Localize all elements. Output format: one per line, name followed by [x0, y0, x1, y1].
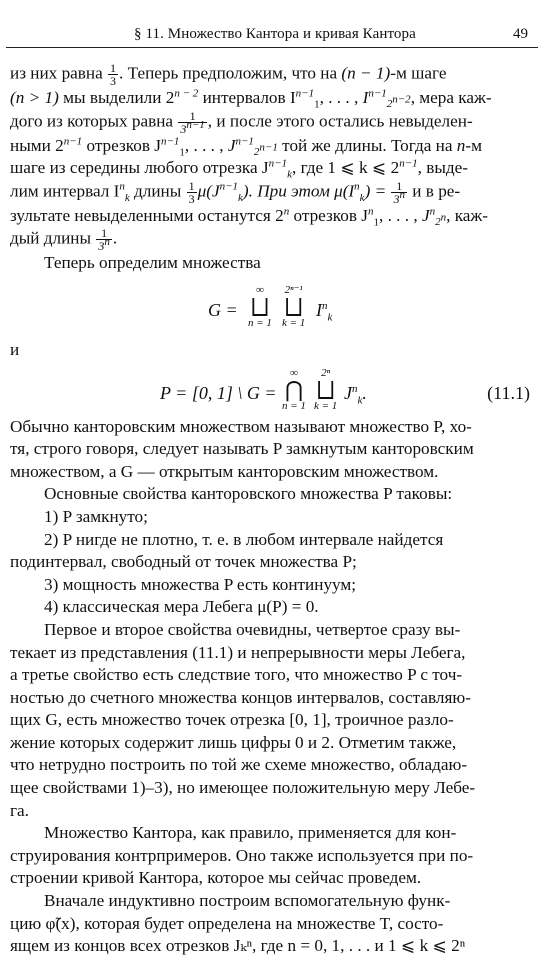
- text-line: зультате невыделенными останутся 2$^n$ отрезков $J^n_1$, . . . , $J^n_{2^n}$, каж-: [10, 205, 489, 228]
- text-line: ными $2^{n-1}$ отрезков $J^{n-1}_1$, . . . , $J^{n-1}_{2^{n-1}}$ той же длины. Тогда на n-м: [10, 134, 482, 158]
- fraction: $\frac{1}{3^{n-1}}$: [180, 109, 205, 135]
- intersection-operator: ∞ ⋂ n = 1: [282, 366, 306, 412]
- paragraph-6: Множество Кантора, как правило, применяется для кон- струирования контрпримеров. Оно также используется при по- строении кривой Кантора, которое мы сейчас проведем.: [10, 823, 474, 888]
- header-title: § 11. Множество Кантора и кривая Кантора: [134, 26, 416, 42]
- list-item: 4) классическая мера Лебега μ(P) = 0.: [44, 597, 319, 617]
- text-line: дого из которых равна $\frac{1}{3^{n-1}}$ , и после этого остались невыделен-: [10, 109, 473, 135]
- fraction: $\frac{1}{3}$: [188, 179, 195, 205]
- text-line: лим интервал $I^n_k$ длины $\frac{1}{3}$ $\mu(J^{n-1}_k)$. При этом $\mu(I^n_k)$ = $\frac{1}{3^n}$ и в ре-: [10, 179, 461, 205]
- fraction: $\frac{1}{3}$: [110, 62, 117, 87]
- list-item: 1) P замкнуто;: [44, 506, 148, 526]
- formula-g: G = ∞ ⨆ n = 1 2ⁿ⁻¹ ⨆ k = 1 $I^n_k$: [208, 283, 333, 329]
- formula-p: P = [0, 1] \ G = ∞ ⋂ n = 1 2ⁿ ⨆ k = 1 $J^n_k$. (11.1): [160, 366, 530, 412]
- paragraph-3: Обычно канторовским множеством называют множество P, хо- тя, строго говоря, следует называть P замкнутым канторовским множеством, а G — открытым канторовским множеством.: [10, 416, 474, 481]
- fraction: $\frac{1}{3^n}$: [393, 179, 405, 205]
- union-operator: 2ⁿ ⨆ k = 1: [314, 366, 338, 412]
- page-number: 49: [513, 26, 528, 42]
- text-line: (n > 1) мы выделили $2^{n - 2}$ интервалов $I^{n-1}_1$, . . . , $I^{n-1}_{2^{n-2}}$, мера каж-: [10, 87, 492, 110]
- list-item: 3) мощность множества P есть континуум;: [44, 574, 357, 594]
- running-header: [10, 26, 538, 46]
- text-line: из них равна $\frac{1}{3}$ . Теперь предположим, что на (n − 1)-м шаге: [10, 62, 447, 87]
- paragraph-4: Основные свойства канторовского множества P таковы: 1) P замкнуто; 2) P нигде не плотно, т. е. в любом интервале найдется подинтервал, свободный от точек множества P; 3) мощность множества P есть континуум; 4) классическая мера Лебега μ(P) = 0.: [10, 483, 538, 619]
- union-operator: ∞ ⨆ n = 1: [248, 283, 272, 329]
- paragraph-5: Первое и второе свойства очевидны, четвертое сразу вы- текает из представления (11.1) и непрерывности меры Лебега, а третье свойство есть следствие того, что множество P с точ- ностью до счетного множества концов интервалов, составляю- щих G, есть множество точек отрезка [0, 1], троичное разло- жение которых содержит лишь цифры 0 и 2. Отметим также, что нетрудно построить по той же схеме множество, обладаю- щее свойствами 1)–3), но имеющее положительную меру Лебе- га.: [10, 619, 476, 820]
- text-line: шаге из середины любого отрезка $J^{n-1}_k$, где 1 ⩽ k ⩽ $2^{n-1}$, выде-: [10, 157, 468, 180]
- fraction: $\frac{1}{3^n}$: [98, 227, 110, 253]
- header-rule: [6, 47, 538, 48]
- paragraph-1: [10, 62, 538, 252]
- page-body: [10, 62, 538, 958]
- list-item: 2) P нигде не плотно, т. е. в любом интервале найдется: [44, 529, 444, 549]
- equation-number: (11.1): [487, 382, 530, 403]
- paragraph-7: Вначале индуктивно построим вспомогательную функ- цию φ̃(x), которая будет определена на множестве T, состо- ящем из концов всех отрезков Jₖⁿ, где n = 0, 1, . . . и 1 ⩽ k ⩽ 2ⁿ: [10, 891, 466, 956]
- word-and: и: [10, 339, 20, 359]
- union-operator: 2ⁿ⁻¹ ⨆ k = 1: [282, 283, 306, 329]
- text-line: дый длины $\frac{1}{3^n}$ .: [10, 227, 118, 253]
- paragraph-2: Теперь определим множества: [44, 253, 261, 273]
